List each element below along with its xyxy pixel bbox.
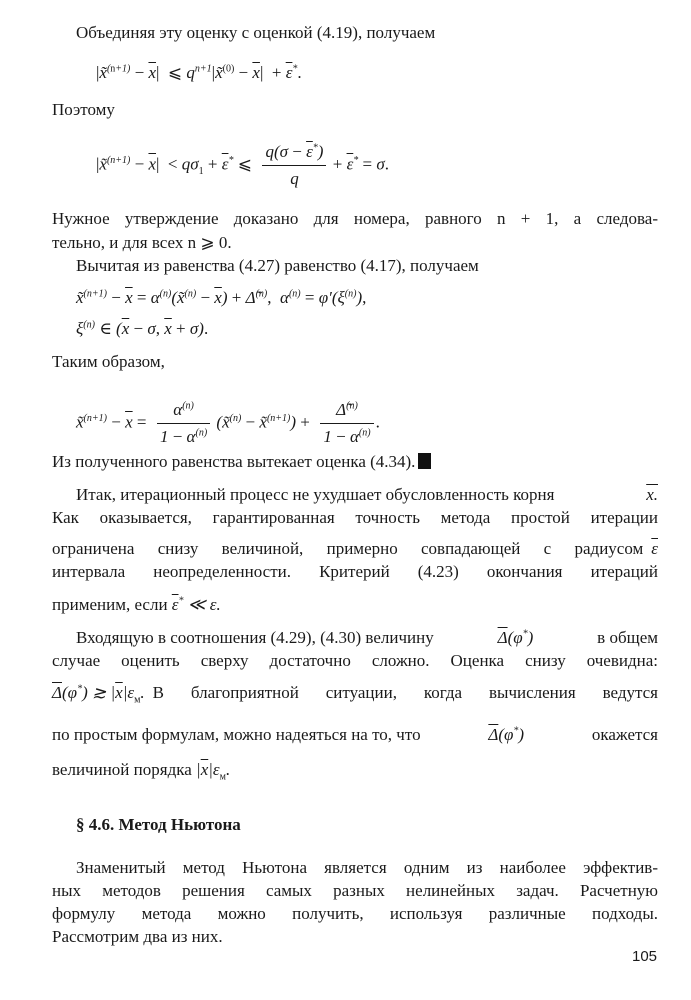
section-heading: § 4.6. Метод Ньютона bbox=[76, 815, 241, 834]
paragraph-3-line-1: Знаменитый метод Ньютона является одним из наиболее эффектив- bbox=[76, 858, 658, 877]
p2-line-a2: в общем bbox=[597, 628, 658, 647]
formula-xi-interval: $\xi^{(n)}$ ∈ ($\overline{x} - \sigma$, $\overline{x} + \sigma$). bbox=[76, 319, 209, 338]
paragraph-2-line-4: по простым формулам, можно надеяться на то, что $\overline{\Delta}(\varphi^*)$ окажется bbox=[52, 725, 658, 744]
conclusion-text: Из полученного равенства вытекает оценка (4.34). bbox=[52, 452, 416, 471]
paragraph-1-line-4: интервала неопределенности. Критерий (4.23) окончания итераций bbox=[52, 562, 658, 581]
p1-line-c: ограничена снизу величиной, примерно совпадающей с радиусом bbox=[52, 539, 644, 558]
p2-line-d2: окажется bbox=[591, 725, 658, 744]
formula-result: x̃$^{(n+1)}$ − $\overline{x}$ = $\frac{\alpha^{(n)}}{1 - \alpha^{(n)}}$ (x̃$^{(n)}$ − x̃$^{(n+1)}$) + $\frac{\Deltã^{(n)}}{1 - \alpha^{(n)}}$ . bbox=[76, 400, 380, 446]
p2-line-d: по простым формулам, можно надеяться на то, что bbox=[52, 725, 421, 744]
paragraph-2-line-2: случае оценить сверху достаточно сложно. Оценка снизу очевидна: bbox=[52, 651, 658, 670]
p1-line-e: применим, если bbox=[52, 595, 168, 614]
text-line-2: Поэтому bbox=[52, 100, 115, 119]
paragraph-2-line-1: Входящую в соотношения (4.29), (4.30) величину $\overline{\Delta}(\varphi^*)$ в общем bbox=[76, 628, 658, 647]
p2-line-e: величиной порядка bbox=[52, 760, 192, 779]
p2-line-c: В благоприятной ситуации, когда вычисления ведутся bbox=[152, 683, 658, 702]
text-line-7 bbox=[52, 451, 431, 473]
paragraph-2-line-5: величиной порядка $|\overline{x}|\varepsilon_м$. bbox=[52, 760, 231, 783]
paragraph-1-line-3 bbox=[52, 538, 658, 560]
paragraph-1-line-1 bbox=[76, 484, 658, 506]
paragraph-3-line-2: ных методов решения самых разных нелинейных задач. Расчетную bbox=[52, 881, 658, 900]
text-line-4: тельно, и для всех n ⩾ 0. bbox=[52, 233, 232, 252]
page-number: 105 bbox=[632, 948, 658, 965]
p2-line-a: Входящую в соотношения (4.29), (4.30) величину bbox=[76, 628, 434, 647]
paragraph-3-line-4: Рассмотрим два из них. bbox=[52, 927, 223, 946]
paragraph-1-line-5: применим, если $\overline{\varepsilon}^*$ ≪ ε. bbox=[52, 595, 221, 614]
text-line-3: Нужное утверждение доказано для номера, равного n + 1, а следова- bbox=[52, 209, 658, 228]
text-line-6: Таким образом, bbox=[52, 352, 165, 371]
text-line-1: Объединяя эту оценку с оценкой (4.19), получаем bbox=[76, 23, 436, 42]
formula-estimate-2: |x̃$^{(n+1)}$ − $\overline{x}| < q\sigma_1 + \overline{\varepsilon}^*$ ⩽ $\frac{q(\sigma - \overline{\varepsilon}^*)}{q}$ + $\overline{\varepsilon}^* = \sigma$. bbox=[96, 142, 389, 188]
paragraph-1-line-2: Как оказывается, гарантированная точность метода простой итерации bbox=[52, 508, 658, 527]
formula-estimate-1: |x̃$^{(n+1)}$ − $\overline{x}|$ ⩽ $q^{n+1}|x̃^{(0)} - \overline{x}| + \overline{\varepsilon}^*$. bbox=[96, 63, 302, 82]
p1-line-a: Итак, итерационный процесс не ухудшает обусловленность корня bbox=[76, 485, 555, 504]
paragraph-3-line-3: формулу метода можно получить, используя различные подходы. bbox=[52, 904, 658, 923]
qed-square-icon bbox=[418, 453, 431, 469]
epsilon-symbol: $\overline{\varepsilon}$ bbox=[651, 539, 658, 558]
formula-difference: x̃$^{(n+1)}$ − $\overline{x}$ = $\alpha^{(n)}(x̃^{(n)} - \overline{x})$ + Δ̃$^{(n)}$, $\alpha^{(n)} = \varphi'(\xi^{(n)})$, bbox=[76, 288, 367, 307]
text-line-5: Вычитая из равенства (4.27) равенство (4.17), получаем bbox=[76, 256, 479, 275]
paragraph-2-line-3: $\overline{\Delta}(\varphi^*)$ ≳ $|\overline{x}|\varepsilon_м$. В благоприятной ситуации, когда вычисления ведутся bbox=[52, 683, 658, 706]
root-x-symbol: x. bbox=[646, 485, 658, 504]
